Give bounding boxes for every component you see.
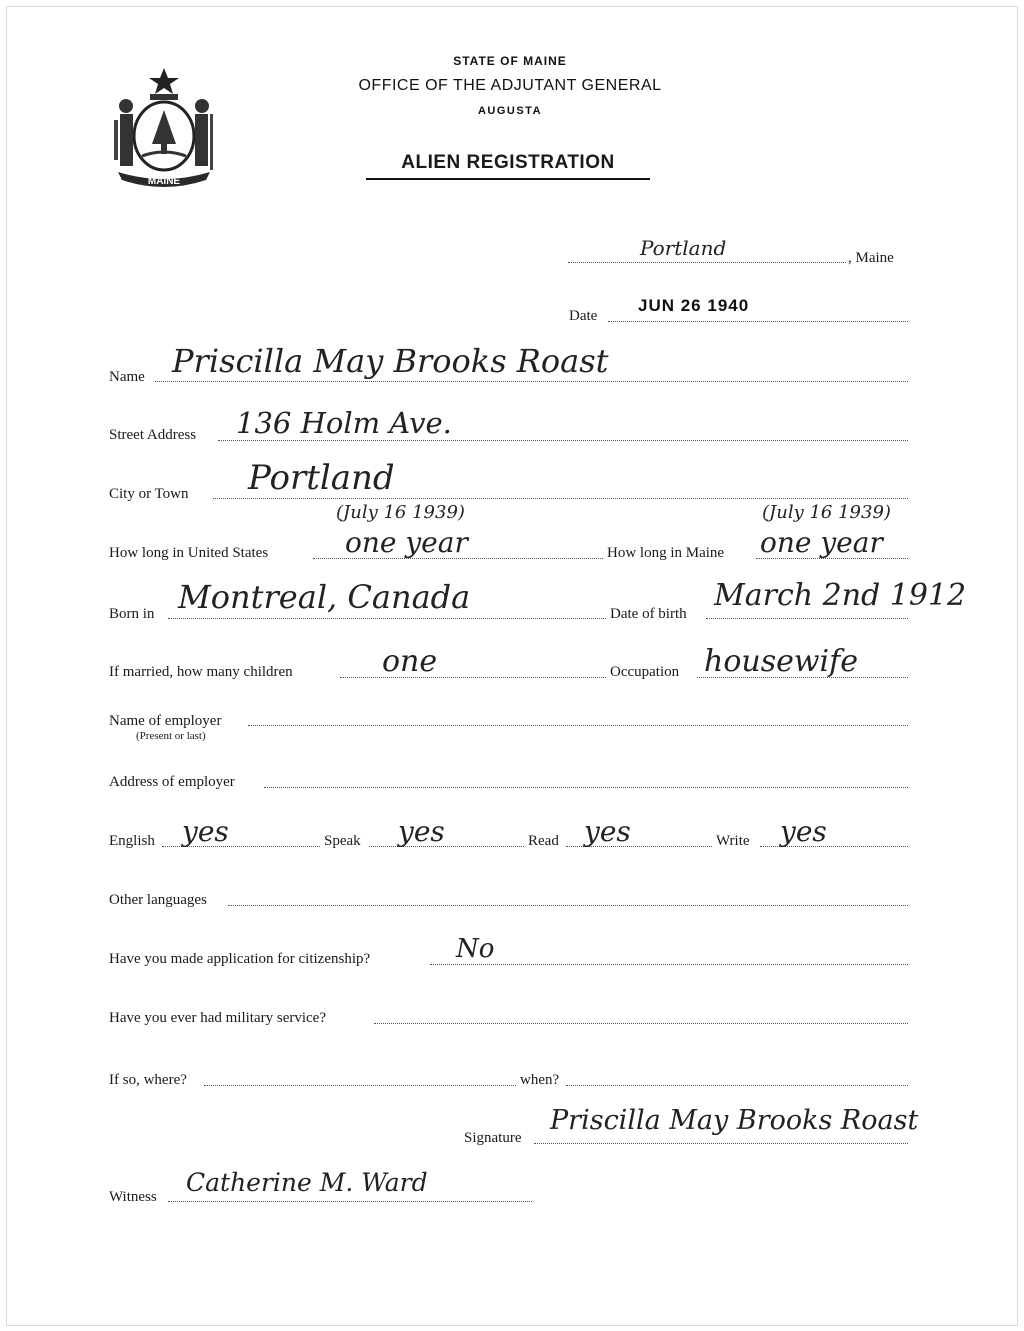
speak-dotted-line bbox=[369, 846, 524, 847]
dob-dotted-line bbox=[706, 618, 908, 619]
form-title: ALIEN REGISTRATION bbox=[366, 152, 650, 180]
employer-address-dotted-line bbox=[264, 787, 908, 788]
when-label: when? bbox=[520, 1072, 560, 1088]
header-state: STATE OF MAINE bbox=[453, 54, 567, 68]
read-value: yes bbox=[584, 815, 631, 848]
maine-state-seal-icon bbox=[110, 64, 218, 192]
maine-duration-label: How long in Maine bbox=[607, 545, 725, 561]
citizenship-value: No bbox=[456, 934, 495, 964]
english-label: English bbox=[109, 833, 155, 849]
date-stamp: JUN 26 1940 bbox=[638, 296, 750, 315]
name-value: Priscilla May Brooks Roast bbox=[172, 342, 609, 380]
citizenship-label: Have you made application for citizenship? bbox=[109, 951, 371, 967]
employer-sublabel: (Present or last) bbox=[136, 730, 206, 742]
name-dotted-line bbox=[155, 381, 908, 382]
maine-duration-value: one year bbox=[760, 526, 883, 559]
city-value: Portland bbox=[248, 458, 395, 498]
city-label: City or Town bbox=[109, 486, 189, 502]
street-value: 136 Holm Ave. bbox=[236, 406, 452, 440]
occupation-label: Occupation bbox=[610, 664, 680, 680]
place-dotted-line bbox=[568, 262, 846, 263]
date-dotted-line bbox=[608, 321, 908, 322]
born-in-value: Montreal, Canada bbox=[178, 578, 471, 616]
signature-dotted-line bbox=[534, 1143, 908, 1144]
us-duration-value: one year bbox=[345, 526, 468, 559]
citizenship-dotted-line bbox=[430, 964, 908, 965]
where-label: If so, where? bbox=[109, 1072, 187, 1088]
place-suffix: , Maine bbox=[848, 250, 894, 266]
military-dotted-line bbox=[374, 1023, 908, 1024]
other-languages-dotted-line bbox=[228, 905, 908, 906]
place-value: Portland bbox=[640, 236, 727, 260]
speak-label: Speak bbox=[324, 833, 361, 849]
other-languages-label: Other languages bbox=[109, 892, 207, 908]
employer-dotted-line bbox=[248, 725, 908, 726]
us-duration-label: How long in United States bbox=[109, 545, 269, 561]
when-dotted-line bbox=[566, 1085, 908, 1086]
seal-banner-text: MAINE bbox=[147, 176, 181, 187]
street-label: Street Address bbox=[109, 427, 197, 443]
us-duration-note: (July 16 1939) bbox=[336, 502, 465, 523]
city-dotted-line bbox=[213, 498, 908, 499]
name-label: Name bbox=[109, 369, 145, 385]
write-value: yes bbox=[780, 815, 827, 848]
signature-value: Priscilla May Brooks Roast bbox=[550, 1105, 919, 1136]
read-label: Read bbox=[528, 833, 559, 849]
english-value: yes bbox=[182, 815, 229, 848]
speak-value: yes bbox=[398, 815, 445, 848]
dob-label: Date of birth bbox=[610, 606, 687, 622]
witness-value: Catherine M. Ward bbox=[186, 1168, 428, 1197]
occupation-value: housewife bbox=[704, 644, 858, 679]
maine-duration-note: (July 16 1939) bbox=[762, 502, 891, 523]
children-value: one bbox=[382, 644, 438, 679]
signature-label: Signature bbox=[464, 1130, 522, 1146]
children-label: If married, how many children bbox=[109, 664, 293, 680]
street-dotted-line bbox=[218, 440, 908, 441]
military-label: Have you ever had military service? bbox=[109, 1010, 326, 1026]
dob-value: March 2nd 1912 bbox=[714, 578, 967, 613]
witness-dotted-line bbox=[168, 1201, 532, 1202]
employer-label: Name of employer bbox=[109, 713, 222, 729]
write-label: Write bbox=[716, 833, 750, 849]
date-label: Date bbox=[569, 308, 598, 324]
where-dotted-line bbox=[204, 1085, 516, 1086]
witness-label: Witness bbox=[109, 1189, 157, 1205]
header-city: AUGUSTA bbox=[477, 105, 543, 117]
header-office: OFFICE OF THE ADJUTANT GENERAL bbox=[358, 77, 662, 94]
born-in-label: Born in bbox=[109, 606, 155, 622]
born-in-dotted-line bbox=[168, 618, 606, 619]
children-dotted-line bbox=[340, 677, 606, 678]
employer-address-label: Address of employer bbox=[109, 774, 235, 790]
